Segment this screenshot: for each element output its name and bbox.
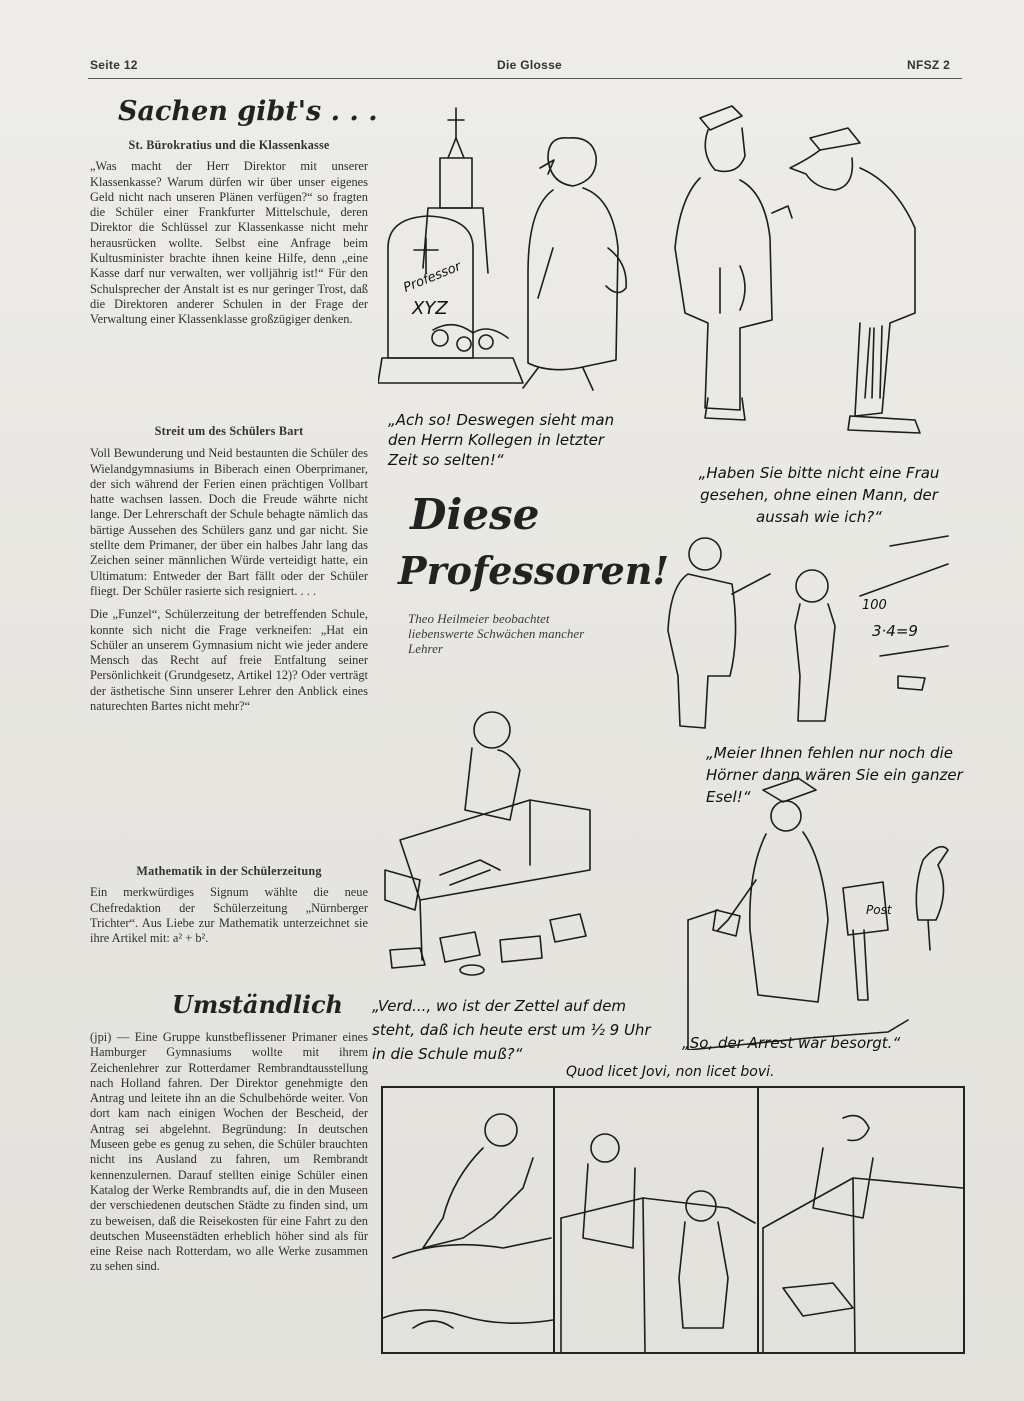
feature-title-1: Diese — [410, 490, 540, 539]
grave-text-2: XYZ — [412, 298, 448, 319]
mathe-article — [90, 864, 368, 946]
feature-title-2: Professoren! — [398, 548, 670, 593]
sachen-heading: Sachen gibt's . . . — [118, 96, 378, 127]
cartoon-desk — [380, 700, 640, 990]
caption-4: „Verd..., wo ist der Zettel auf dem steht, daß ich heute erst um ½ 9 Uhr in die Schule muß?“ — [372, 997, 651, 1063]
caption-5: „So, der Arrest wär besorgt.“ — [682, 1034, 901, 1052]
header-rule — [88, 78, 962, 79]
board-text-1: 100 — [862, 598, 887, 613]
section-title: Die Glosse — [497, 58, 563, 72]
sachen-article — [90, 138, 368, 328]
bart-subheading: Streit um des Schülers Bart — [154, 424, 304, 438]
caption-2: „Haben Sie bitte nicht eine Frau gesehen, ohne einen Mann, der aussah wie ich?“ — [698, 464, 940, 526]
bart-article — [90, 424, 368, 714]
sachen-body: „Was macht der Herr Direktor mit unserer Klassenkasse? Warum dürfen wir über unser eigenes Geld nicht nach unseren Plänen verfügen?“ so fragten die Schüler einer Frankfurter Mittelschule, deren Direktor die Schlüssel zur Klassenkasse nicht mehr herausrücken wollte. Selbst eine Anfrage beim Kultusminister brachte ihnen keine Hilfe, denn „eine Kasse darf nur verwalten, wer volljährig ist!“ Für den Schulsprecher der Anstalt ist es nur geringer Trost, daß die Direktoren anderer Schulen in der Frage der Verwaltung einer Klassenklasse großzügiger denken. — [90, 159, 368, 327]
mailbox-text: Post — [866, 903, 892, 917]
issue-label: NFSZ 2 — [907, 58, 951, 72]
strip-drawing — [383, 1088, 963, 1352]
board-text-2: 3·4=9 — [872, 622, 918, 640]
strip-title: Quod licet Jovi, non licet bovi. — [566, 1064, 775, 1080]
page-number: Seite 12 — [90, 58, 138, 72]
cartoon-two-men — [660, 98, 950, 438]
bart-body-2: Die „Funzel“, Schülerzeitung der betreffenden Schule, konnte sich nicht die Frage verkneifen: „Hat ein Schüler an unserem Gymnasium nicht wie jeder andere Mensch das Recht auf freie Entfaltung seiner Persönlichkeit (Grundgesetz, Artikel 12)? Oder verträgt der ästhetische Sinn unserer Lehrer den Anblick eines naturechten Bartes nicht mehr?“ — [90, 607, 368, 714]
bart-body-1: Voll Bewunderung und Neid bestaunten die Schüler des Wielandgymnasiums in Biberach einen Oberprimaner, der sich während der Ferien einen prächtigen Vollbart hatte wachsen lassen. Doch die Freude währte nicht lange. Der Lehrerschaft der Schule behagte nämlich das bärtige Aussehen des Schülers ganz und gar nicht. Sie stellte dem Primaner, der über ein halbes Jahr lang das Zeichen seiner männlichen Würde verteidigt hatte, ein Ultimatum: Entweder der Bart fällt oder der Schüler fliegt. Der Schüler rasierte sich resigniert. . . . — [90, 446, 368, 598]
mathe-body: Ein merkwürdiges Signum wählte die neue Chefredaktion der Schülerzeitung „Nürnberger Trichter“. Aus Liebe zur Mathematik unterzeichnet sie ihre Artikel mit: a² + b². — [90, 885, 368, 946]
caption-1: „Ach so! Deswegen sieht man den Herrn Kollegen in letzter Zeit so selten!“ — [388, 411, 615, 469]
umstaendlich-heading: Umständlich — [172, 990, 343, 1019]
grave-text-1: Professor — [401, 259, 464, 296]
feature-byline: Theo Heilmeier beobachtet liebenswerte Schwächen mancher Lehrer — [408, 611, 585, 656]
umstaendlich-article — [90, 1030, 368, 1275]
mathe-subheading: Mathematik in der Schülerzeitung — [136, 864, 322, 878]
cartoon-mailbox — [668, 770, 968, 1050]
cartoon-grave — [378, 98, 658, 398]
comic-strip — [381, 1086, 965, 1354]
caption-3: „Meier Ihnen fehlen nur noch die Hörner dann wären Sie ein ganzer Esel!“ — [706, 744, 963, 806]
umstaendlich-body: (jpi) — Eine Gruppe kunstbeflissener Primaner eines Hamburger Gymnasiums wollte mit ihrem Zeichenlehrer zur Rotterdamer Rembrandtausstellung nach Holland fahren. Der Direktor genehmigte den Antrag und leitete ihn an die Schulbehörde weiter. Von dort kam nach einigen Wochen der Bescheid, der Antrag sei abgelehnt. Begründung: In deutschen Museen gebe es genug zu sehen, die Schüler brauchten nicht ins Ausland zu fahren, um Rembrandt kennenzulernen. Darauf stellten einige Schüler einen Katalog der Werke Rembrandts auf, die in den Museen der verschiedenen deutschen Städte zu finden sind, um zu beweisen, daß die Reisekosten für eine Fahrt zu den deutschen Museenstädten erheblich höher sind als für eine Reise nach Rotterdam, wo alle Werke zusammen zu sehen sind. — [90, 1030, 368, 1274]
sachen-subheading: St. Bürokratius und die Klassenkasse — [128, 138, 330, 152]
